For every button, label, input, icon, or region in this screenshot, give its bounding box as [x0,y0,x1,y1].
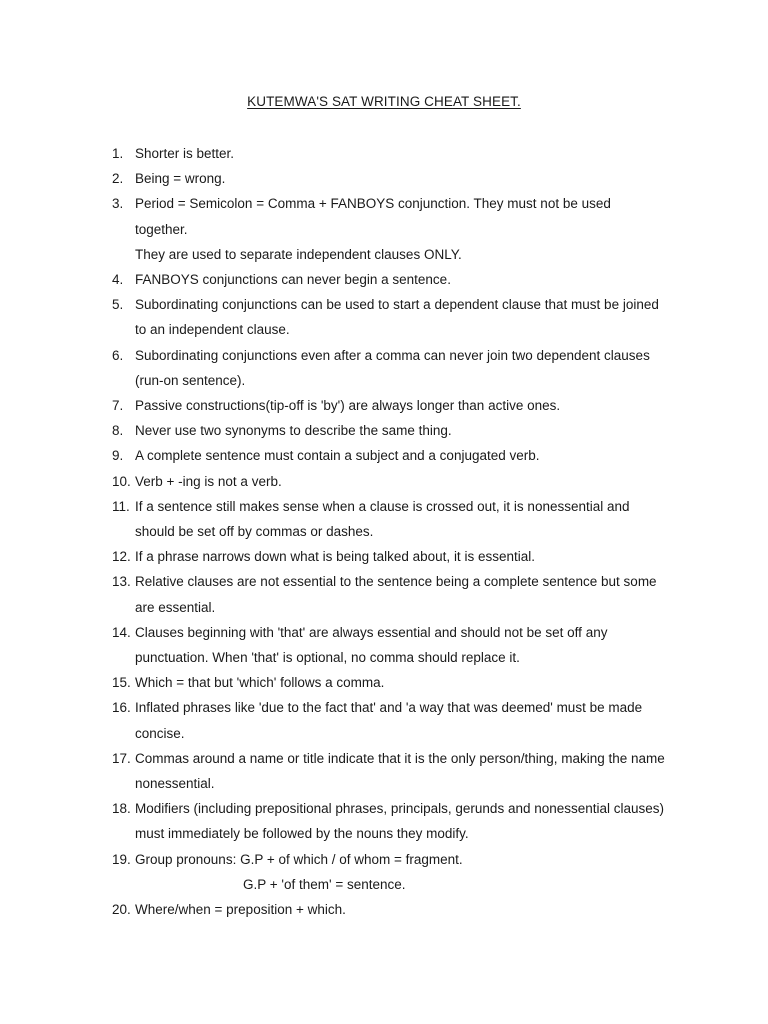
list-item-number: 18. [112,801,131,817]
list-item-text: must immediately be followed by the nouns they modify. [135,826,469,842]
document-title: KUTEMWA'S SAT WRITING CHEAT SHEET. [247,94,521,109]
list-item-text: to an independent clause. [135,322,290,338]
list-item [0,695,768,745]
list-item-text: If a sentence still makes sense when a clause is crossed out, it is nonessential and [135,498,630,514]
list-item [0,469,768,494]
list-item-number: 14. [112,624,131,640]
list-item-number: 10. [112,473,131,489]
list-item-number: 16. [112,700,131,716]
list-item-number: 3. [112,196,124,212]
list-item [0,393,768,418]
list-item-text: nonessential. [135,776,215,792]
cheat-sheet-list [0,141,768,922]
list-item-text: together. [135,221,188,237]
list-item-text: Which = that but 'which' follows a comma. [135,675,385,691]
list-item-text: Passive constructions(tip-off is 'by') are always longer than active ones. [135,398,561,414]
list-item-number: 20. [112,902,131,918]
list-item-number: 12. [112,549,131,565]
list-item [0,166,768,191]
list-item [0,847,768,897]
list-item-text: Never use two synonyms to describe the same thing. [135,423,452,439]
list-item-text: Clauses beginning with 'that' are always essential and should not be set off any [135,624,608,640]
list-item-text-indented: G.P + 'of them' = sentence. [243,876,406,892]
list-item-number: 4. [112,272,124,288]
list-item-text: FANBOYS conjunctions can never begin a sentence. [135,272,451,288]
list-item-number: 7. [112,398,124,414]
list-item-number: 13. [112,574,131,590]
list-item-text: Subordinating conjunctions even after a comma can never join two dependent clauses [135,347,650,363]
list-item [0,544,768,569]
list-item [0,569,768,619]
list-item-text: (run-on sentence). [135,372,246,388]
list-item-number: 6. [112,347,124,363]
list-item-text: Commas around a name or title indicate that it is the only person/thing, making the name [135,750,665,766]
list-item-number: 9. [112,448,124,464]
list-item-number: 19. [112,851,131,867]
list-item-text: Modifiers (including prepositional phrases, principals, gerunds and nonessential clauses) [135,801,665,817]
list-item [0,746,768,796]
list-item-number: 17. [112,750,131,766]
list-item-number: 1. [112,146,124,161]
list-item [0,494,768,544]
list-item-text: A complete sentence must contain a subject and a conjugated verb. [135,448,540,464]
list-item [0,443,768,468]
list-item [0,267,768,292]
list-item-text: Where/when = preposition + which. [135,902,346,918]
list-item-number: 2. [112,171,124,187]
list-item-text: Verb + -ing is not a verb. [135,473,282,489]
list-item-number: 11. [112,498,130,514]
list-item [0,191,768,267]
list-item-text: Subordinating conjunctions can be used to start a dependent clause that must be joined [135,297,659,313]
list-item-number: 5. [112,297,124,313]
list-item [0,141,768,166]
list-item-text: Shorter is better. [135,146,235,161]
list-item-text: are essential. [135,599,216,615]
list-item [0,670,768,695]
list-item-number: 8. [112,423,124,439]
list-item-text: Period = Semicolon = Comma + FANBOYS conjunction. They must not be used [135,196,611,212]
list-item-text: Inflated phrases like 'due to the fact that' and 'a way that was deemed' must be made [135,700,643,716]
list-item [0,620,768,670]
list-item-number: 15. [112,675,131,691]
list-item [0,343,768,393]
list-item-text: Relative clauses are not essential to the sentence being a complete sentence but some [135,574,657,590]
list-item-text: should be set off by commas or dashes. [135,524,374,540]
list-item-text: If a phrase narrows down what is being talked about, it is essential. [135,549,535,565]
list-item [0,418,768,443]
list-item [0,292,768,342]
list-item-text: punctuation. When 'that' is optional, no comma should replace it. [135,650,520,666]
list-item [0,897,768,922]
list-item-text: They are used to separate independent clauses ONLY. [135,246,462,262]
list-item [0,796,768,846]
list-item-text: Group pronouns: G.P + of which / of whom = fragment. [135,851,463,867]
list-item-text: concise. [135,725,185,741]
list-item-text: Being = wrong. [135,171,226,187]
